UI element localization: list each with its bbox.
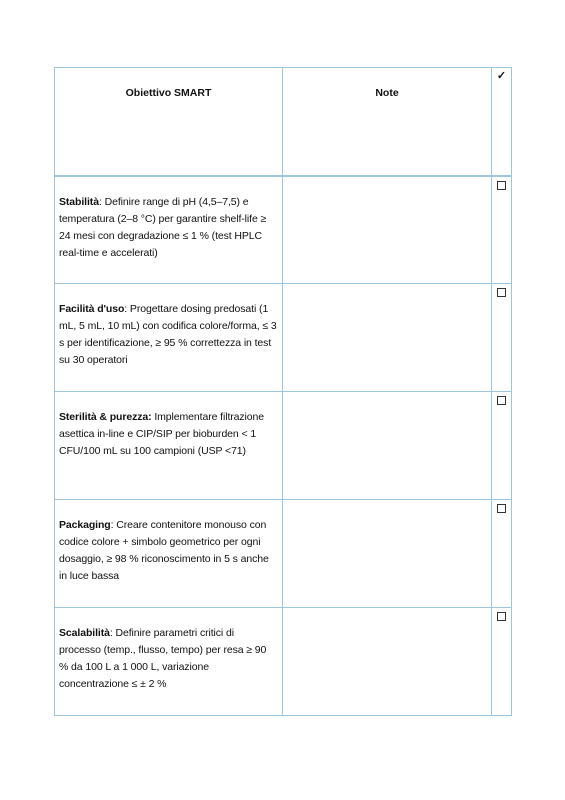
note-cell[interactable] (283, 500, 492, 608)
checkbox[interactable] (497, 504, 506, 513)
objective-title-suffix: : (110, 519, 114, 531)
objective-cell (55, 500, 283, 608)
header-notes (283, 68, 492, 176)
objective-title: Sterilità & purezza: (59, 411, 152, 423)
checkbox[interactable] (497, 612, 506, 621)
objective-cell (55, 284, 283, 392)
table-row (55, 392, 512, 500)
objective-cell (55, 608, 283, 716)
note-cell[interactable] (283, 176, 492, 284)
table-row (55, 284, 512, 392)
check-mark-icon: ✓ (496, 70, 507, 82)
note-cell[interactable] (283, 608, 492, 716)
header-check (492, 68, 512, 176)
objective-title: Packaging (59, 519, 111, 531)
table-row (55, 176, 512, 284)
table-row (55, 608, 512, 716)
checkbox[interactable] (497, 288, 506, 297)
note-cell[interactable] (283, 392, 492, 500)
objective-title: Facilità d'uso (59, 303, 125, 315)
checkbox-cell (492, 392, 512, 500)
objective-title: Scalabilità (59, 627, 110, 639)
header-notes-label: Note (375, 87, 399, 99)
checkbox[interactable] (497, 181, 506, 190)
table-header-row (55, 68, 512, 176)
header-objective-label: Obiettivo SMART (125, 87, 212, 99)
checkbox-cell (492, 176, 512, 284)
objective-cell (55, 392, 283, 500)
objective-text: Progettare dosing predosati (1 mL, 5 mL, 10 mL) con codifica colore/forma, ≤ 3 s per identificazione, ≥ 95 % correttezza in test su 30 operatori (59, 303, 277, 366)
checkbox-cell (492, 284, 512, 392)
note-cell[interactable] (283, 284, 492, 392)
checkbox-cell (492, 608, 512, 716)
objective-title-suffix: : (124, 303, 128, 315)
table-row (55, 500, 512, 608)
header-objective (55, 68, 283, 176)
objective-text: Creare contenitore monouso con codice colore + simbolo geometrico per ogni dosaggio, ≥ 98 % riconoscimento in 5 s anche in luce bassa (59, 519, 269, 582)
objective-title: Stabilità (59, 195, 99, 208)
objective-cell (55, 176, 283, 284)
checkbox-cell (492, 500, 512, 608)
smart-objectives-table (54, 67, 512, 716)
objective-text: Definire parametri critici di processo (temp., flusso, tempo) per resa ≥ 90 % da 100 L a 1 000 L, variazione concentrazione ≤ ± 2 % (59, 627, 267, 690)
objective-text: Definire range di pH (4,5–7,5) e temperatura (2–8 °C) per garantire shelf-life ≥ 24 mesi con degradazione ≤ 1 % (test HPLC real-time e accelerati) (59, 195, 267, 259)
checkbox[interactable] (497, 396, 506, 405)
objective-title-suffix: : (109, 627, 113, 639)
objective-title-suffix: : (98, 195, 102, 208)
objective-text: Implementare filtrazione asettica in-line e CIP/SIP per bioburden < 1 CFU/100 mL su 100 campioni (USP <71) (59, 411, 264, 457)
